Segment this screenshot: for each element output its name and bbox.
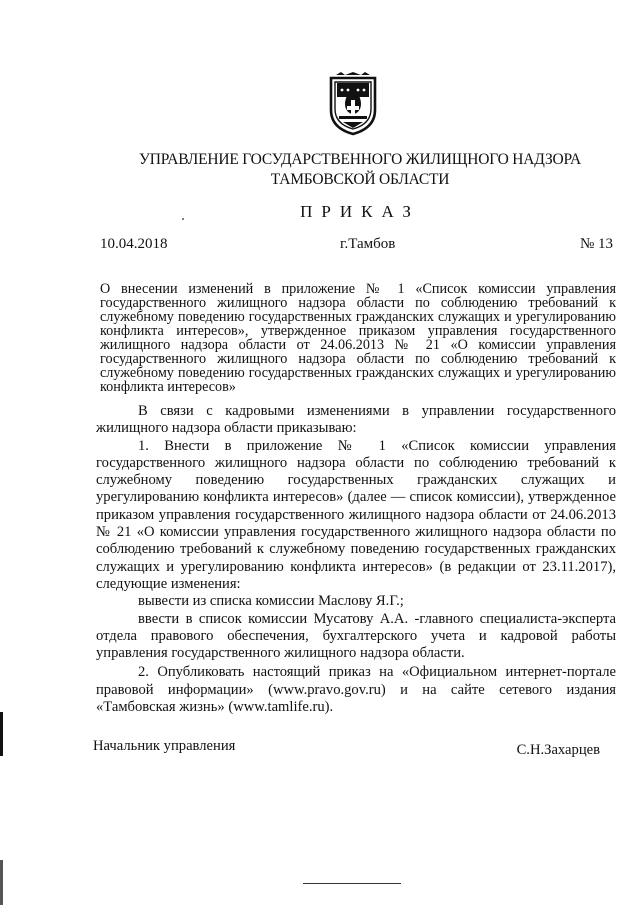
order-subject: О внесении изменений в приложение № 1 «Список комиссии управления государственного жилищного надзора области по соблюдению требований к служебному поведению государственных гражданских служащих и урегулированию конфликта интересов», утвержденное приказом управления государственного жилищного надзора области от 24.06.2013 № 21 «О комиссии управления государственного жилищного надзора области по соблюдению требований к служебному поведению государственных гражданских служащих и урегулированию конфликта интересов» xyxy=(100,281,616,395)
organization-name xyxy=(100,150,620,190)
tambov-coat-of-arms-icon xyxy=(327,72,379,136)
scan-speck xyxy=(182,218,184,220)
order-item-2: 2. Опубликовать настоящий приказ на «Официальном интернет-портале правовой информации» (www.pravo.gov.ru) и на сайте сетевого издания «Тамбовская жизнь» (www.tamlife.ru). xyxy=(96,664,616,716)
order-item-1: 1. Внести в приложение № 1 «Список комиссии управления государственного жилищного надзора области по соблюдению требований к служебному поведению государственных гражданских служащих и урегулированию конфликта интересов» (далее — список комиссии), утвержденное приказом управления государственного жилищного надзора области от 24.06.2013 № 21 «О комиссии управления государственного жилищного надзора области по соблюдению требований к служебному поведению государственных гражданских служащих и урегулированию конфликта интересов» (в редакции от 23.11.2017), следующие изменения: xyxy=(96,437,616,592)
scan-edge-mark xyxy=(0,860,3,905)
document-type: ПРИКАЗ xyxy=(300,202,420,221)
document-number: № 13 xyxy=(579,236,613,252)
document-city: г.Тамбов xyxy=(340,236,396,252)
order-body xyxy=(96,403,616,716)
signature-name: С.Н.Захарцев xyxy=(516,742,600,758)
organization-name-line2: ТАМБОВСКОЙ ОБЛАСТИ xyxy=(270,171,450,188)
organization-name-line1: УПРАВЛЕНИЕ ГОСУДАРСТВЕННОГО ЖИЛИЩНОГО НАДЗОРА xyxy=(139,151,581,168)
order-item-1-add: ввести в список комиссии Мусатову А.А. -главного специалиста-эксперта отдела правового обеспечения, бухгалтерского учета и кадровой работы управления государственного жилищного надзора области. xyxy=(96,610,616,662)
order-intro: В связи с кадровыми изменениями в управлении государственного жилищного надзора области приказываю: xyxy=(96,403,616,437)
footer-rule xyxy=(303,883,401,884)
document-date: 10.04.2018 xyxy=(100,236,168,252)
scan-edge-mark xyxy=(0,712,3,756)
order-item-1-remove: вывести из списка комиссии Маслову Я.Г.; xyxy=(138,593,404,610)
signature-position: Начальник управления xyxy=(93,738,236,754)
